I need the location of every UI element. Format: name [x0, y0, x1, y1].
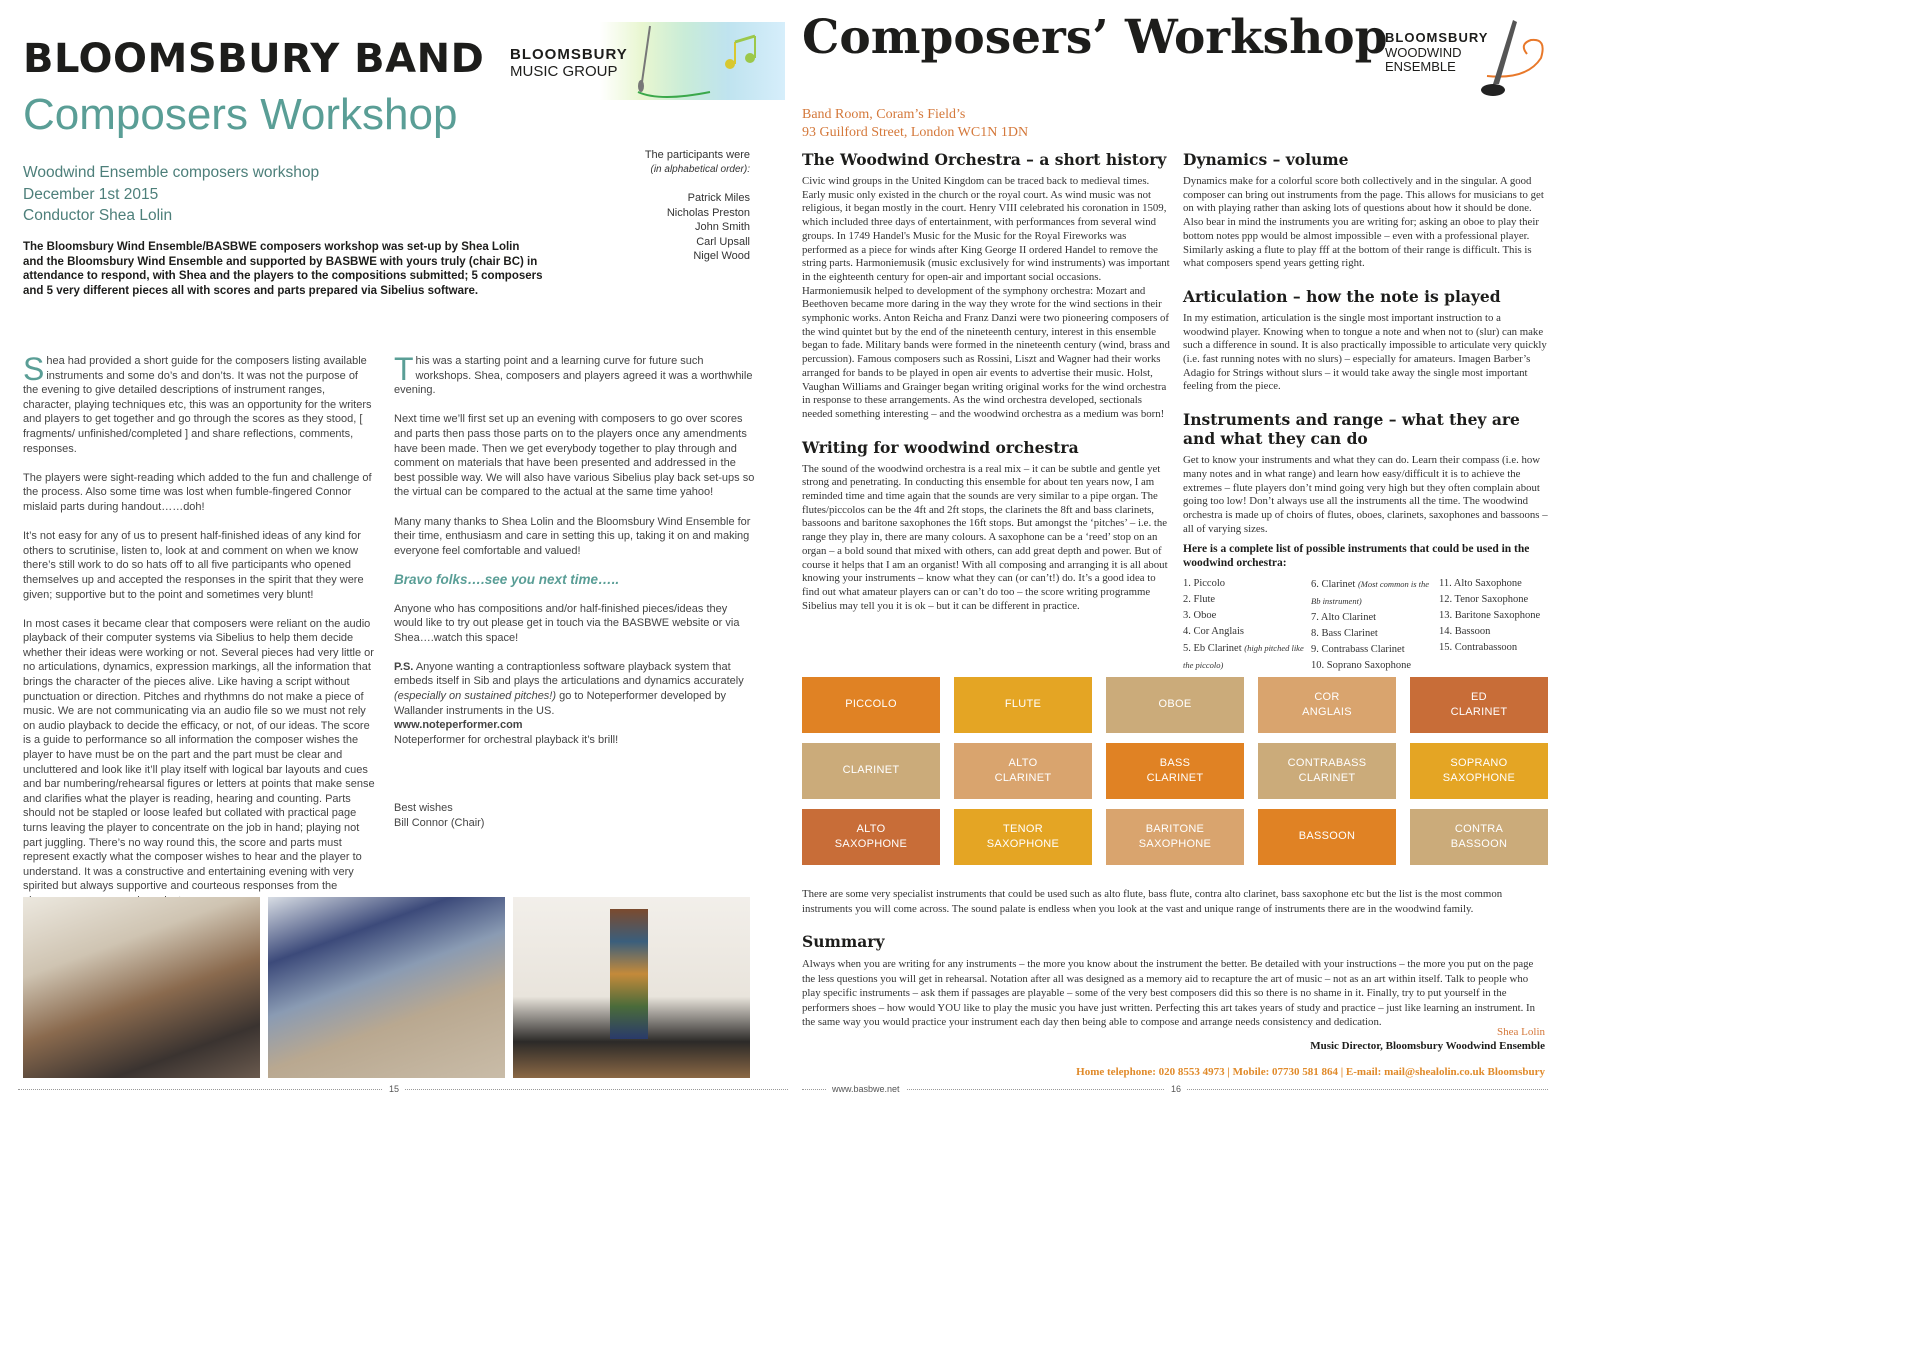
participant-name: Nigel Wood: [693, 250, 750, 262]
logo-line-1: BLOOMSBURY: [1385, 30, 1489, 45]
baton-note-icon: [620, 22, 780, 100]
instrument-list-item: 9. Contrabass Clarinet: [1311, 644, 1405, 656]
section-body: The sound of the woodwind orchestra is a real mix – it can be subtle and gentle yet strong and penetrating. In conducting this ensemble for about ten years now, I am reminded time and time again that the sounds are very similar to a pipe organ. The flutes/piccolos can be the 4ft and 2ft stops, the clarinets the 8ft and bass clarinets, bassoons and baritone saxophones the 16ft stops. But amongst the ‘pitches’ – i.e. the range they play in, there are many colours. A saxophone can be a ‘reed’ stop on an organ – a bold sound that mixed with others, can add great depth and power. But of course it helps that I am an organist! With all composing and arranging it is all about knowing your instruments – know what they can (or can’t!) do. It’s a good idea to find out what amateur players can or can’t do too – the score writing programme Sibelius may tell you it is ok – but it can be different in practice.: [802, 462, 1168, 612]
instrument-list-item: 4. Cor Anglais: [1183, 626, 1244, 638]
signoff-name: Bill Connor (Chair): [394, 817, 485, 830]
participant-name: Nicholas Preston: [666, 206, 750, 219]
instrument-tile: OBOE: [1106, 677, 1244, 733]
instrument-note: (Most common is the Bb instrument): [1311, 579, 1430, 607]
instrument-list-column: [1183, 576, 1311, 674]
page-title-right: Composers’ Workshop: [802, 10, 1388, 65]
paragraph: Next time we’ll first set up an evening with composers to go over scores and parts then pass those parts on to the players once any amendments have been made. Then we get everybody together to play through and comment on materials that have been presented and addressed in the best possible way. We will also have various Sibelius play back set-ups so the virtual can be compared to the actual at the same time yahoo!: [394, 413, 755, 499]
instrument-note: (high pitched like the piccolo): [1183, 643, 1304, 671]
section-body: Get to know your instruments and what they can do. Learn their compass (i.e. how many notes and in what range) and learn how easy/difficult it is to achieve the extremes – flute players don’t mind going very high but they often complain about going too low! Don’t always use all the instruments all the time. The woodwind orchestra is made up of choirs of flutes, oboes, clarinets, saxophones and bassoons – all of varying sizes.: [1183, 454, 1548, 535]
address-line: 93 Guilford Street, London WC1N 1DN: [802, 124, 1029, 140]
section-body: Dynamics make for a colorful score both collectively and in the singular. A good composer can bring out instruments from the page. This allows for musicians to get on with playing rather than asking lots of questions about how it should be done. Also bear in mind the instruments you are writing for; asking an oboe to play their bottom notes ppp would be almost impossible – even with a professional player. Similarly asking a flute to play fff at the bottom of their range is difficult. This is what composers spend years getting right.: [1183, 175, 1544, 270]
page-title: BLOOMSBURY BAND: [23, 36, 485, 82]
section-heading: The Woodwind Orchestra – a short history: [802, 150, 1167, 169]
instrument-tiles: [802, 677, 1548, 865]
instrument-list-item: 13. Baritone Saxophone: [1439, 610, 1541, 622]
specialist-paragraph: There are some very specialist instruments that could be used such as alto flute, bass flute, contra alto clarinet, bass saxophone etc but the list is the most common instruments you will come across. The sound palate is endless when you look at the vast and unique range of instruments there are in the woodwind family.: [802, 888, 1503, 915]
instrument-tile: ED CLARINET: [1410, 677, 1548, 733]
paragraph: Many many thanks to Shea Lolin and the Bloomsbury Wind Ensemble for their time, enthusiasm and care in setting this up, taking it on and making everyone feel comfortable and valued!: [394, 515, 751, 557]
venue-address: [802, 106, 1028, 141]
instrument-list-column: [1311, 576, 1439, 674]
drop-cap: T: [394, 351, 414, 387]
history-section: [802, 150, 1172, 422]
article-column-2: [394, 351, 759, 831]
instrument-list-item: 2. Flute: [1183, 594, 1216, 606]
ps-text: Anyone wanting a contraptionless software playback system that embeds itself in Sib and plays the articulations and dynamics accurately: [394, 660, 744, 688]
instrument-tile: ALTO SAXOPHONE: [802, 809, 940, 865]
instruments-section: [1183, 410, 1548, 674]
bravo-callout: Bravo folks….see you next time…..: [394, 571, 620, 587]
instrument-tile: CLARINET: [802, 743, 940, 799]
instrument-tile: BASS CLARINET: [1106, 743, 1244, 799]
instrument-tile: ALTO CLARINET: [954, 743, 1092, 799]
article-column-1: [23, 351, 375, 923]
section-heading: Instruments and range – what they are and what they can do: [1183, 410, 1520, 449]
instrument-list-item: 14. Bassoon: [1439, 626, 1491, 638]
instrument-tile: CONTRA BASSOON: [1410, 809, 1548, 865]
instrument-tile: TENOR SAXOPHONE: [954, 809, 1092, 865]
ensemble-hall-photo: [268, 897, 505, 1078]
contact-line: Home telephone: 020 8553 4973 | Mobile: 07730 581 864 | E-mail: mail@shealolin.co.uk Bloomsbury: [1076, 1066, 1545, 1078]
paragraph: The players were sight-reading which added to the fun and challenge of the process. Also some time was lost when fumble-fingered Connor mislaid parts during handout……doh!: [23, 471, 372, 513]
participant-name: Carl Upsall: [696, 235, 750, 248]
drop-cap: S: [23, 351, 45, 387]
instrument-list-item: 3. Oboe: [1183, 610, 1217, 622]
participants-note: (in alphabetical order):: [650, 163, 750, 175]
clarinet-icon: [1467, 18, 1547, 108]
instrument-tile: FLUTE: [954, 677, 1092, 733]
instrument-list-item: 8. Bass Clarinet: [1311, 628, 1378, 640]
section-heading: Summary: [802, 932, 885, 951]
participants-heading: The participants were: [644, 149, 750, 161]
writing-section: [802, 438, 1172, 614]
event-date: December 1st 2015: [23, 185, 159, 203]
page-number: 15: [383, 1084, 405, 1094]
instrument-tile: SOPRANO SAXOPHONE: [1410, 743, 1548, 799]
instrument-tile: COR ANGLAIS: [1258, 677, 1396, 733]
paragraph: It’s not easy for any of us to present half-finished ideas of any kind for others to scrutinise, listen to, look at and comment on when we know there’s still work to do so hats off to all five participants who opened themselves up and accepted the responses in the spirit that they were given; supportive but to the point and sometimes very blunt!: [23, 530, 364, 601]
list-intro: Here is a complete list of possible instruments that could be used in the woodwind orchestra:: [1183, 543, 1530, 570]
participants-list: [600, 148, 750, 264]
address-line: Band Room, Coram’s Field’s: [802, 107, 966, 122]
event-meta: [23, 162, 319, 227]
paragraph-text: hea had provided a short guide for the composers listing available instruments and some do’s and don’ts. It was not the purpose of the evening to give detailed descriptions of instrument ranges, character, playing techniques etc, this was an opportunity for the writers and players to get together and go through the scores as they stood, [ fragments/ unfinished/completed ] and share reflections, comments, responses.: [23, 355, 372, 455]
instrument-list: [1183, 576, 1548, 674]
article-column-4: [1183, 150, 1548, 690]
dynamics-section: [1183, 150, 1548, 271]
articulation-section: [1183, 287, 1548, 394]
ps-paragraph: [394, 660, 759, 718]
summary-section: [802, 932, 1548, 1030]
ps-label: P.S.: [394, 660, 414, 673]
section-body: Civic wind groups in the United Kingdom can be traced back to medieval times. Early music only existed in the church or the royal court. As wind music was not religious, it began mostly in the court. Henry VIII celebrated his coronation in 1509, which included three days of entertainment, with performances from several wind groups. In 1749 Handel's Music for the Music for the Royal Fireworks was performed as a piece for winds after King George II ordered Handel to remove the string parts. Harmoniemusik (music exclusively for wind instruments) was important in the eighteenth century for open-air and important social occasions. Harmoniemusik helped to development of the symphony orchestra: Mozart and Beethoven became more daring in the way they wrote for the wind sections in their symphonic works. Anton Reicha and Franz Danzi were two pioneering composers of the wind quintet but by the end of the nineteenth century, interest in this ensemble began to fade. Military bands were formed in the nineteenth century (wind, brass and percussion). Famous composers such as Rossini, Liszt and Wagner had their works arranged for bands to be played in open air events to advertise their music. Holst, Vaughan Williams and Grainger began writing original works for the wind orchestra in response to these arrangements. As the wind orchestra developed, sectionals needed something interesting – and the woodwind orchestra as a medium was born!: [802, 175, 1170, 420]
ps-text-2: go to Noteperformer developed by Wallander instruments in the US.: [394, 690, 727, 717]
logo-line-2: WOODWIND ENSEMBLE: [1385, 45, 1462, 74]
bloomsbury-woodwind-ensemble-logo: [1385, 22, 1545, 102]
church-concert-photo: [513, 897, 750, 1078]
section-heading: Writing for woodwind orchestra: [802, 437, 1079, 457]
ps-italic: (especially on sustained pitches!): [394, 690, 557, 703]
paragraph: In most cases it became clear that composers were reliant on the audio playback of their computer systems via Sibelius to help them decide whether their ideas were working or not. Several pieces had very little or no articulations, dynamics, expression markings, all the information that brings the character of the pieces alive. Like having a script without punctuation or direction. Pitches and rhythmns do not make a piece of music. We are not communicating via an audio file so we must not rely on audio playback to decide the efficacy, or not, of our ideas. The score is a guide to performance so all information the composer wishes the player to have must be on the part and the part must be clear and uncluttered and look like it’ll play itself with logical bar layouts and cues and bar numbering/rehearsal figures or letters at points that make sense and clarifies what the player is reading, hearing and counting. Parts should not be stapled or loose leafed but collated with practical page turns leaving the player to concentrate on the job in hand; playing not part juggling. There’s no way round this, the score and parts must represent exactly what the composer wishes to hear and the player to understand. It was a constructive and entertaining evening with very spirited but always supportive and courteous responses from the: [23, 617, 375, 893]
paragraph-text: his was a starting point and a learning curve for future such workshops. Shea, composers and players agreed it was a worthwhile evening.: [394, 355, 753, 397]
section-heading: Articulation – how the note is played: [1183, 286, 1501, 306]
logo-line-1: BLOOMSBURY: [510, 46, 628, 63]
section-body: In my estimation, articulation is the single most important instruction to a woodwind player. Knowing when to tongue a note and when not to (slur) can make such a difference in sound. It is also practically impossible to articulate very quickly (i.e. fast running notes with no slurs) – especially for amateurs. Imagen Barber’s Adagio for Strings without slurs – it would take away the single most important feeling from the piece.: [1183, 311, 1547, 393]
instrument-list-item: 1. Piccolo: [1183, 578, 1225, 590]
paragraph: [394, 351, 759, 398]
instrument-list-item: 15. Contrabassoon: [1439, 642, 1518, 654]
instrument-tile: PICCOLO: [802, 677, 940, 733]
instrument-list-column: [1439, 576, 1567, 674]
instrument-list-item: 10. Soprano Saxophone: [1311, 660, 1412, 672]
ps-end: Noteperformer for orchestral playback it’s brill!: [394, 733, 619, 746]
conductor-rehearsal-photo: [23, 897, 260, 1078]
event-name: Woodwind Ensemble composers workshop: [23, 164, 320, 181]
instrument-list-item: 7. Alto Clarinet: [1311, 612, 1377, 624]
bloomsbury-music-group-logo: [500, 22, 785, 100]
page-number: 16: [1165, 1084, 1187, 1094]
instrument-list-item: 12. Tenor Saxophone: [1439, 594, 1529, 606]
signature-name: Shea Lolin: [1497, 1026, 1545, 1038]
instrument-tile: BARITONE SAXOPHONE: [1106, 809, 1244, 865]
page-subtitle: Composers Workshop: [23, 90, 458, 139]
signoff: Best wishes: [394, 802, 453, 815]
logo-line-2: MUSIC GROUP: [510, 63, 618, 80]
instrument-list-item: 5. Eb Clarinet (high pitched like the piccolo): [1183, 643, 1304, 671]
event-conductor: Conductor Shea Lolin: [23, 207, 173, 224]
noteperformer-link[interactable]: www.noteperformer.com: [394, 719, 523, 732]
instrument-tile: CONTRABASS CLARINET: [1258, 743, 1396, 799]
instrument-list-item: 6. Clarinet (Most common is the Bb instrument): [1311, 579, 1430, 607]
article-column-3: [802, 150, 1172, 629]
paragraph: Anyone who has compositions and/or half-finished pieces/ideas they would like to try out please get in touch via the BASBWE website or via Shea….watch this space!: [394, 602, 740, 644]
participant-name: John Smith: [694, 221, 750, 233]
paragraph: [23, 351, 375, 456]
section-heading: Dynamics – volume: [1183, 150, 1349, 169]
intro-paragraph: The Bloomsbury Wind Ensemble/BASBWE composers workshop was set-up by Shea Lolin and the Bloomsbury Wind Ensemble and supported by BASBWE with yours truly (chair BC) in attendance to respond, with Shea and the players to the compositions submitted; 5 composers and 5 very different pieces all with scores and parts prepared via Sibelius software.: [23, 241, 543, 297]
instrument-list-item: 11. Alto Saxophone: [1439, 578, 1522, 590]
section-body: Always when you are writing for any instruments – the more you know about the instrument the better. Be detailed with your instructions – the more you put on the page the less questions you will get in rehearsal. Notation after all was designed as a memory aid to recapture the art of music – not as an art within itself. Talk to people who play specific instruments – ask them if passages are playable – some of the very best composers did this so there is no shame in it. Finally, try to put yourself in the performers shoes – how would YOU like to play the music you have just written. Perfecting this art takes years of study and practice – just like learning an instrument. In the same way you would practice your instrument each day then being able to compose and arrange needs consistency and dedication.: [802, 958, 1536, 1029]
instrument-tile: BASSOON: [1258, 809, 1396, 865]
footer-website[interactable]: www.basbwe.net: [826, 1084, 906, 1094]
signature-role: Music Director, Bloomsbury Woodwind Ensemble: [1310, 1040, 1545, 1052]
participant-name: Patrick Miles: [687, 192, 750, 204]
